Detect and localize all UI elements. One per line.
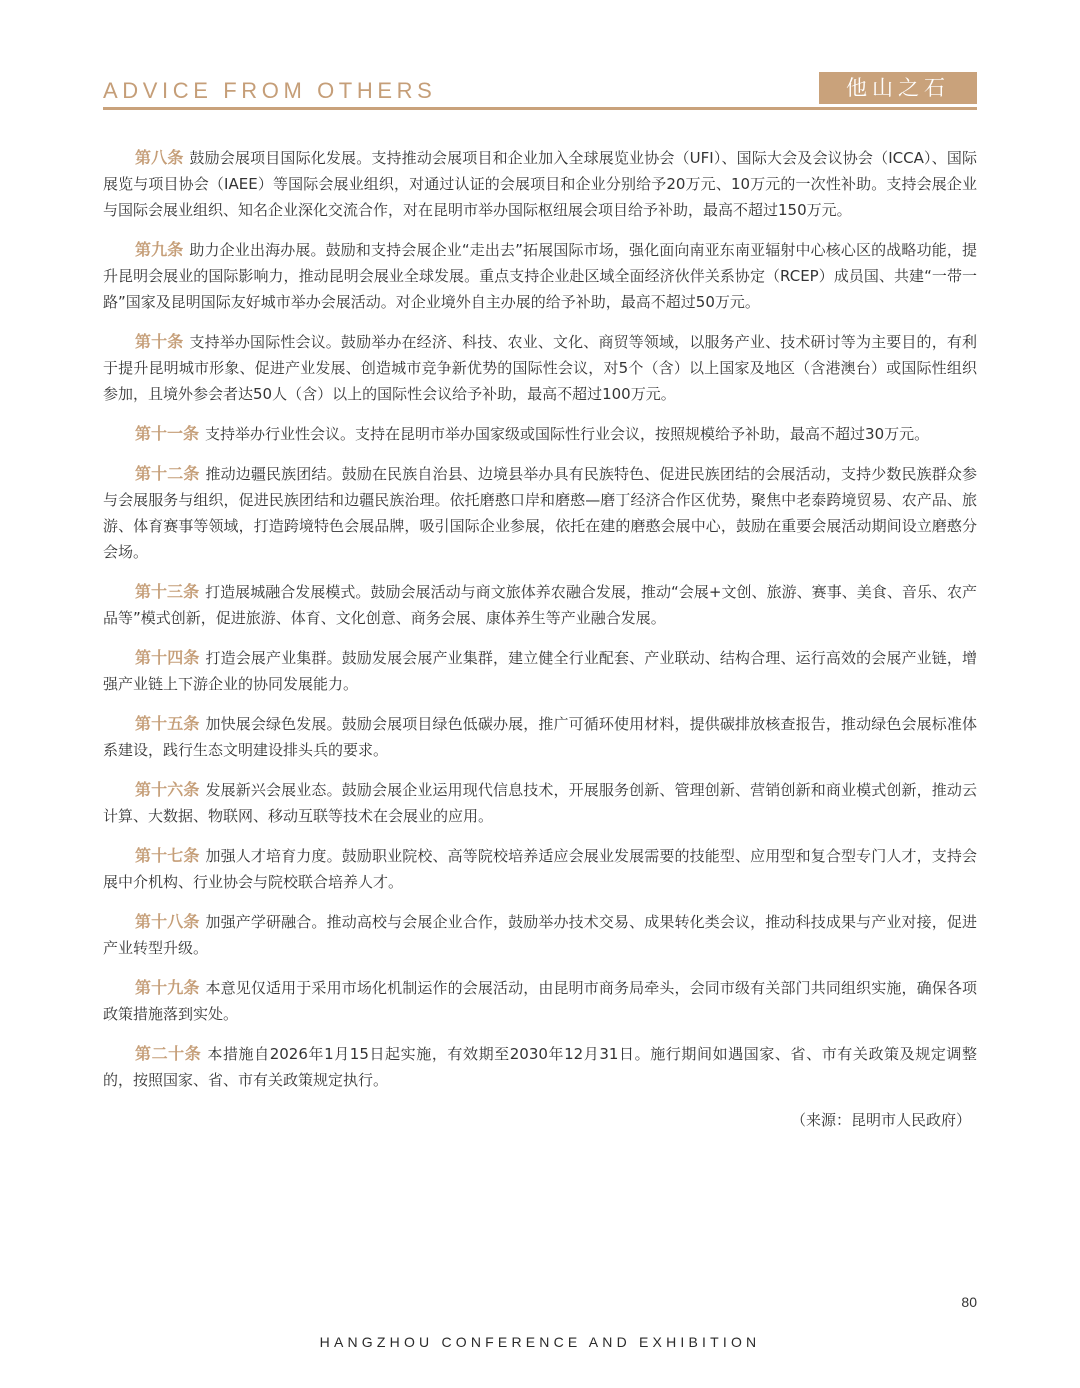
article-18 (103, 909, 977, 961)
article-text: 本措施自2026年1月15日起实施，有效期至2030年12月31日。施行期间如遇国家、省、市有关政策及规定调整的，按照国家、省、市有关政策规定执行。 (103, 1045, 977, 1089)
article-10 (103, 329, 977, 407)
article-9 (103, 237, 977, 315)
article-8 (103, 145, 977, 223)
article-text: 发展新兴会展业态。鼓励会展企业运用现代信息技术，开展服务创新、管理创新、营销创新和商业模式创新，推动云计算、大数据、物联网、移动互联等技术在会展业的应用。 (103, 781, 977, 825)
article-number: 第十二条 (135, 464, 200, 483)
article-text: 打造会展产业集群。鼓励发展会展产业集群，建立健全行业配套、产业联动、结构合理、运行高效的会展产业链，增强产业链上下游企业的协同发展能力。 (103, 649, 977, 693)
section-title-cn: 他山之石 (819, 72, 977, 104)
article-number: 第十七条 (135, 846, 200, 865)
article-text: 助力企业出海办展。鼓励和支持会展企业“走出去”拓展国际市场，强化面向南亚东南亚辐射中心核心区的战略功能，提升昆明会展业的国际影响力，推动昆明会展业全球发展。重点支持企业赴区域全面经济伙伴关系协定（RCEP）成员国、共建“一带一路”国家及昆明国际友好城市举办会展活动。对企业境外自主办展的给予补助，最高不超过50万元。 (103, 241, 977, 311)
article-14 (103, 645, 977, 697)
article-text: 本意见仅适用于采用市场化机制运作的会展活动，由昆明市商务局牵头，会同市级有关部门共同组织实施，确保各项政策措施落到实处。 (103, 979, 977, 1023)
article-text: 加快展会绿色发展。鼓励会展项目绿色低碳办展，推广可循环使用材料，提供碳排放核查报告，推动绿色会展标准体系建设，践行生态文明建设排头兵的要求。 (103, 715, 977, 759)
article-number: 第十六条 (135, 780, 200, 799)
article-number: 第十一条 (135, 424, 200, 443)
article-text: 支持举办国际性会议。鼓励举办在经济、科技、农业、文化、商贸等领域，以服务产业、技术研讨等为主要目的，有利于提升昆明城市形象、促进产业发展、创造城市竞争新优势的国际性会议，对5个（含）以上国家及地区（含港澳台）或国际性组织参加，且境外参会者达50人（含）以上的国际性会议给予补助，最高不超过100万元。 (103, 333, 977, 403)
article-number: 第十五条 (135, 714, 200, 733)
article-number: 第十三条 (135, 582, 200, 601)
article-number: 第九条 (135, 240, 184, 259)
article-20 (103, 1041, 977, 1093)
article-number: 第八条 (135, 148, 184, 167)
article-number: 第十条 (135, 332, 184, 351)
article-number: 第二十条 (135, 1044, 202, 1063)
article-text: 加强产学研融合。推动高校与会展企业合作，鼓励举办技术交易、成果转化类会议，推动科技成果与产业对接，促进产业转型升级。 (103, 913, 977, 957)
article-text: 推动边疆民族团结。鼓励在民族自治县、边境县举办具有民族特色、促进民族团结的会展活动，支持少数民族群众参与会展服务与组织，促进民族团结和边疆民族治理。依托磨憨口岸和磨憨—磨丁经济合作区优势，聚焦中老泰跨境贸易、农产品、旅游、体育赛事等领域，打造跨境特色会展品牌，吸引国际企业参展，依托在建的磨憨会展中心，鼓励在重要会展活动期间设立磨憨分会场。 (103, 465, 977, 561)
article-number: 第十四条 (135, 648, 200, 667)
article-number: 第十九条 (135, 978, 200, 997)
article-text: 鼓励会展项目国际化发展。支持推动会展项目和企业加入全球展览业协会（UFI）、国际大会及会议协会（ICCA）、国际展览与项目协会（IAEE）等国际会展业组织，对通过认证的会展项目和企业分别给予20万元、10万元的一次性补助。支持会展企业与国际会展业组织、知名企业深化交流合作，对在昆明市举办国际枢纽展会项目给予补助，最高不超过150万元。 (103, 149, 977, 219)
article-12 (103, 461, 977, 565)
page-number: 80 (961, 1294, 977, 1310)
header-divider (103, 107, 977, 110)
article-number: 第十八条 (135, 912, 200, 931)
source-note: （来源：昆明市人民政府） (790, 1111, 971, 1129)
article-text: 打造展城融合发展模式。鼓励会展活动与商文旅体养农融合发展，推动“会展+文创、旅游、赛事、美食、音乐、农产品等”模式创新，促进旅游、体育、文化创意、商务会展、康体养生等产业融合发展。 (103, 583, 977, 627)
magazine-footer: HANGZHOU CONFERENCE AND EXHIBITION (319, 1334, 761, 1350)
article-11 (103, 421, 977, 447)
article-19 (103, 975, 977, 1027)
article-body (103, 145, 977, 1133)
article-13 (103, 579, 977, 631)
article-16 (103, 777, 977, 829)
article-text: 支持举办行业性会议。支持在昆明市举办国家级或国际性行业会议，按照规模给予补助，最高不超过30万元。 (205, 425, 930, 443)
article-17 (103, 843, 977, 895)
article-text: 加强人才培育力度。鼓励职业院校、高等院校培养适应会展业发展需要的技能型、应用型和复合型专门人才，支持会展中介机构、行业协会与院校联合培养人才。 (103, 847, 977, 891)
section-title-en: ADVICE FROM OTHERS (103, 78, 437, 103)
page-header (103, 72, 977, 112)
article-15 (103, 711, 977, 763)
